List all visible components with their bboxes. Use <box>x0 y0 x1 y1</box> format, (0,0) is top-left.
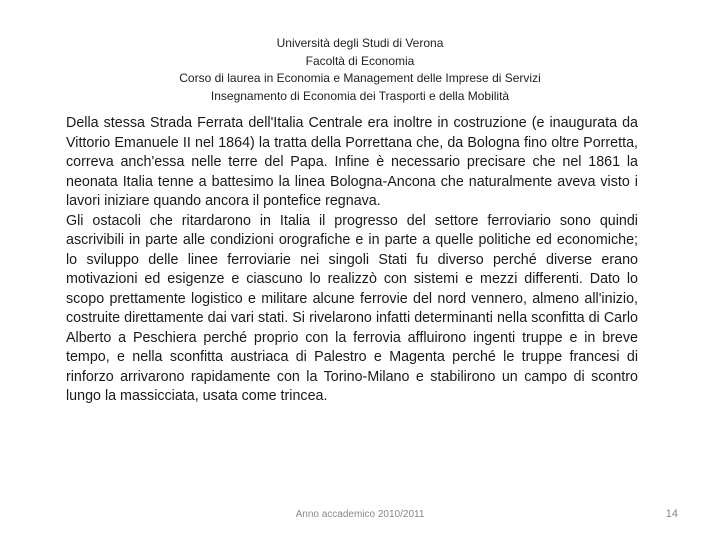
university-name: Università degli Studi di Verona <box>276 36 444 50</box>
course-title: Insegnamento di Economia dei Trasporti e della Mobilità <box>210 88 510 103</box>
body-paragraph-1: Della stessa Strada Ferrata dell'Italia Centrale era inoltre in costruzione (e inaugurata da Vittorio Emanuele II nel 1864) la tratta della Porrettana che, da Bologna fino oltre Porretta, correva anch'essa nelle terre del Papa. Infine è necessario precisare che nel 1861 la neonata Italia tenne a battesimo la linea Bologna-Ancona che naturalmente aveva visto i lavori iniziare quando ancora il pontefice regnava. <box>66 115 638 209</box>
page-number: 14 <box>665 508 678 520</box>
footer-academic-year: Anno accademico 2010/2011 <box>295 509 425 520</box>
degree-course: Corso di laurea in Economia e Management delle Imprese di Servizi <box>179 71 541 85</box>
faculty-name: Facoltà di Economia <box>305 53 415 68</box>
body-paragraph-2: Gli ostacoli che ritardarono in Italia il progresso del settore ferroviario sono quindi ascrivibili in parte alle condizioni orografiche e in parte a quelle politiche ed economiche; lo sviluppo delle linee ferroviarie nei singoli Stati fu diverso perché diverse erano motivazioni ed esigenze e ciascuno lo realizzò con sistemi e mezzi differenti. Dato lo scopo prettamente logistico e militare alcune ferrovie del nord vennero, almeno all'inizio, costruite direttamente dai vari stati. Si rivelarono infatti determinanti nella sconfitta di Carlo Alberto a Peschiera perché proprio con la ferrovia affluirono ingenti truppe e in breve tempo, e nella sconfitta austriaca di Palestro e Magenta perché le truppe francesi di rinforzo arrivarono rapidamente con la Torino-Milano e stabilirono un campo di scontro lungo la massicciata, usata come trincea. <box>66 212 638 404</box>
slide-header <box>0 35 720 105</box>
slide-body <box>66 114 638 407</box>
